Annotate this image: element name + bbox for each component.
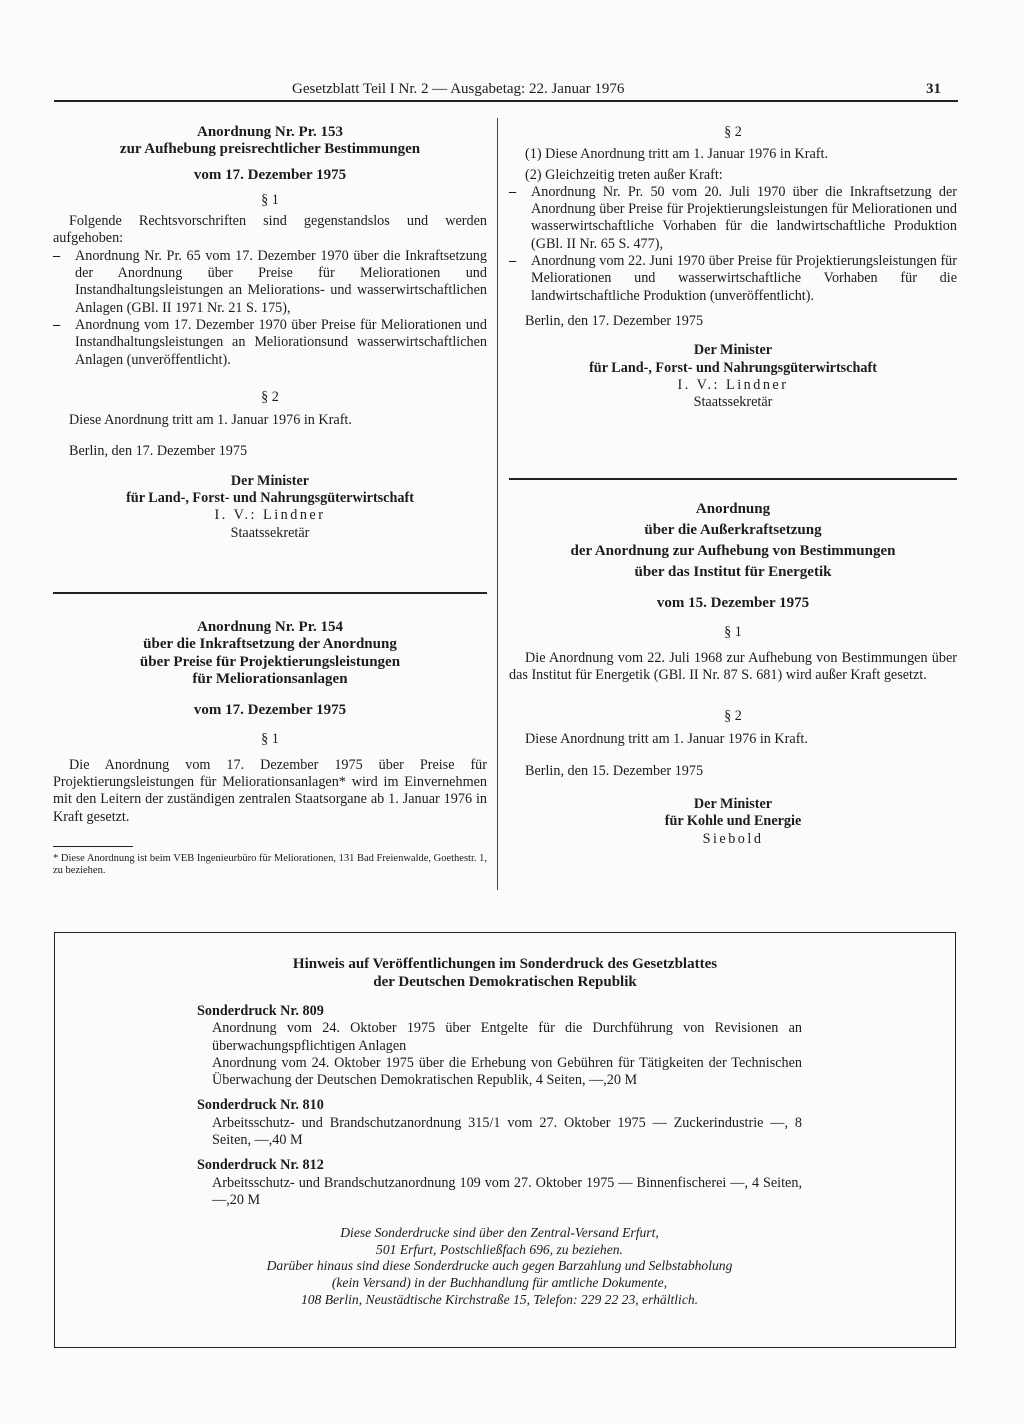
notice-entries xyxy=(197,1003,802,1308)
sonderdruck-810-label: Sonderdruck Nr. 810 xyxy=(197,1097,324,1114)
signature-title: Der Minister xyxy=(693,342,773,359)
list-item: – Anordnung Nr. Pr. 50 vom 20. Juli 1970 über die Inkraftsetzung der Anordnung über Preise für Projektierungsleistungen für Meliorationen und wasserwirtschaftliche Vorhaben für die landwirtschaftliche Produktion (GBl. II Nr. 65 S. 477), xyxy=(509,184,957,253)
heading-energetik-title: Anordnung xyxy=(695,501,771,517)
place-date: Berlin, den 15. Dezember 1975 xyxy=(525,762,704,779)
list-item: – Anordnung vom 17. Dezember 1970 über Preise für Meliorationen und Instandhaltungsleistungen an Meliorationsund wasserwirtschaftlichen Anlagen (unveröffentlicht). xyxy=(53,317,487,369)
heading-energetik-line4: über das Institut für Energetik xyxy=(634,564,832,580)
header-rule xyxy=(54,100,958,102)
paragraph-2-label: § 2 xyxy=(261,388,279,405)
signature-block xyxy=(509,796,957,848)
paragraph-2-sub1: (1) Diese Anordnung tritt am 1. Januar 1976 in Kraft. xyxy=(525,146,828,163)
notice-title xyxy=(55,955,955,991)
paragraph-2-label: § 2 xyxy=(724,124,742,140)
sonderdruck-812-entry: Arbeitsschutz- und Brandschutzanordnung 109 vom 27. Oktober 1975 — Binnenfischerei —, 4 Seiten, —,20 M xyxy=(212,1174,802,1208)
heading-154-title: Anordnung Nr. Pr. 154 xyxy=(196,619,343,635)
signature-title: Der Minister xyxy=(230,472,310,489)
section-anordnung-154 xyxy=(53,619,487,878)
list-item: – Anordnung Nr. Pr. 65 vom 17. Dezember 1970 über die Inkraftsetzung der Anordnung über Preise für Meliorationen und Instandhaltungsleistungen an Meliorations- und wasserwirtschaftlichen Anlagen (GBl. II 1971 Nr. 21 S. 175), xyxy=(53,248,487,317)
place-date: Berlin, den 17. Dezember 1975 xyxy=(69,443,248,460)
heading-153-subtitle: zur Aufhebung preisrechtlicher Bestimmungen xyxy=(119,141,421,158)
sonderdruck-812-label: Sonderdruck Nr. 812 xyxy=(197,1157,324,1174)
note-line: (kein Versand) in der Buchhandlung für amtliche Dokumente, xyxy=(331,1275,668,1291)
notice-title-line1: Hinweis auf Veröffentlichungen im Sonderdruck des Gesetzblattes xyxy=(292,956,718,972)
signature-ministry: für Kohle und Energie xyxy=(664,813,802,830)
ordering-note xyxy=(197,1225,802,1308)
paragraph-2-text: Diese Anordnung tritt am 1. Januar 1976 in Kraft. xyxy=(69,412,352,429)
paragraph-1-text: Die Anordnung vom 22. Juli 1968 zur Aufhebung von Bestimmungen über das Institut für Energetik (GBl. II Nr. 87 S. 681) wird außer Kraft gesetzt. xyxy=(509,649,957,683)
sonderdruck-809-entry: Anordnung vom 24. Oktober 1975 über Entgelte für die Durchführung von Revisionen an überwachungspflichtigen Anlagen xyxy=(212,1020,802,1054)
paragraph-1-label: § 1 xyxy=(261,191,279,208)
running-header: Gesetzblatt Teil I Nr. 2 — Ausgabetag: 22. Januar 1976 xyxy=(292,81,625,97)
section-divider xyxy=(509,478,957,480)
signature-ministry: für Land-, Forst- und Nahrungsgüterwirtschaft xyxy=(589,359,877,376)
section-anordnung-153 xyxy=(53,124,487,542)
heading-154-line3: über Preise für Projektierungsleistungen xyxy=(139,653,401,670)
sonderdruck-809-entry: Anordnung vom 24. Oktober 1975 über die Erhebung von Gebühren für Tätigkeiten der Technischen Überwachung der Deutschen Demokratischen Republik, 4 Seiten, —,20 M xyxy=(212,1054,802,1089)
signature-name: I. V.: Lindner xyxy=(677,376,789,393)
notice-box xyxy=(54,932,956,1348)
paragraph-1-text: Die Anordnung vom 17. Dezember 1975 über Preise für Projektierungsleistungen für Meliorationsanlagen* wird im Einvernehmen mit den Leitern der zuständigen zentralen Staatsorgane ab 1. Januar 1976 in Kraft gesetzt. xyxy=(53,756,487,825)
heading-energetik-line3: der Anordnung zur Aufhebung von Bestimmungen xyxy=(570,543,896,559)
section-continuation xyxy=(509,124,957,411)
heading-153-date: vom 17. Dezember 1975 xyxy=(193,166,347,183)
heading-energetik-line2: über die Außerkraftsetzung xyxy=(644,522,822,538)
list-item: – Anordnung vom 22. Juni 1970 über Preise für Projektierungsleistungen für Meliorationen und wasserwirtschaftliche Vorhaben für die landwirtschaftliche Produktion (unveröffentlicht). xyxy=(509,253,957,305)
note-line: 108 Berlin, Neustädtische Kirchstraße 15, Telefon: 229 22 23, erhältlich. xyxy=(300,1291,699,1307)
heading-153-title: Anordnung Nr. Pr. 153 xyxy=(196,124,343,140)
signature-ministry: für Land-, Forst- und Nahrungsgüterwirtschaft xyxy=(126,490,414,507)
heading-154-line4: für Meliorationsanlagen xyxy=(192,670,348,687)
note-line: 501 Erfurt, Postschließfach 696, zu beziehen. xyxy=(376,1241,623,1257)
paragraph-2-label: § 2 xyxy=(724,708,742,725)
section-divider xyxy=(53,592,487,594)
footnote-rule xyxy=(53,846,133,847)
signature-role: Staatssekretär xyxy=(230,524,310,541)
heading-energetik-date: vom 15. Dezember 1975 xyxy=(656,595,810,611)
notice-title-line2: der Deutschen Demokratischen Republik xyxy=(373,974,637,990)
paragraph-2-sub2: (2) Gleichzeitig treten außer Kraft: xyxy=(525,166,723,183)
signature-name: I. V.: Lindner xyxy=(214,507,326,524)
signature-name: Siebold xyxy=(702,830,764,847)
heading-154-line2: über die Inkraftsetzung der Anordnung xyxy=(143,636,397,653)
note-line: Darüber hinaus sind diese Sonderdrucke auch gegen Barzahlung und Selbstabholung xyxy=(266,1258,733,1274)
note-line: Diese Sonderdrucke sind über den Zentral-Versand Erfurt, xyxy=(340,1225,659,1241)
paragraph-1-label: § 1 xyxy=(261,731,279,748)
sonderdruck-809-label: Sonderdruck Nr. 809 xyxy=(197,1003,324,1019)
paragraph-2-text: Diese Anordnung tritt am 1. Januar 1976 in Kraft. xyxy=(525,731,808,748)
column-separator xyxy=(497,118,498,890)
signature-block xyxy=(53,473,487,542)
signature-block xyxy=(509,342,957,411)
section-anordnung-energetik xyxy=(509,499,957,848)
intro-text: Folgende Rechtsvorschriften sind gegenstandslos und werden aufgehoben: xyxy=(53,213,487,247)
page-number: 31 xyxy=(926,81,941,97)
sonderdruck-810-entry: Arbeitsschutz- und Brandschutzanordnung 315/1 vom 27. Oktober 1975 — Zuckerindustrie —, 8 Seiten, —,40 M xyxy=(212,1114,802,1149)
paragraph-1-label: § 1 xyxy=(724,624,742,641)
place-date: Berlin, den 17. Dezember 1975 xyxy=(525,312,704,329)
footnote: * Diese Anordnung ist beim VEB Ingenieurbüro für Meliorationen, 131 Bad Freienwalde, Goethestr. 1, zu beziehen. xyxy=(53,852,488,877)
signature-role: Staatssekretär xyxy=(693,394,773,411)
heading-154-date: vom 17. Dezember 1975 xyxy=(193,702,347,719)
signature-title: Der Minister xyxy=(693,796,773,813)
